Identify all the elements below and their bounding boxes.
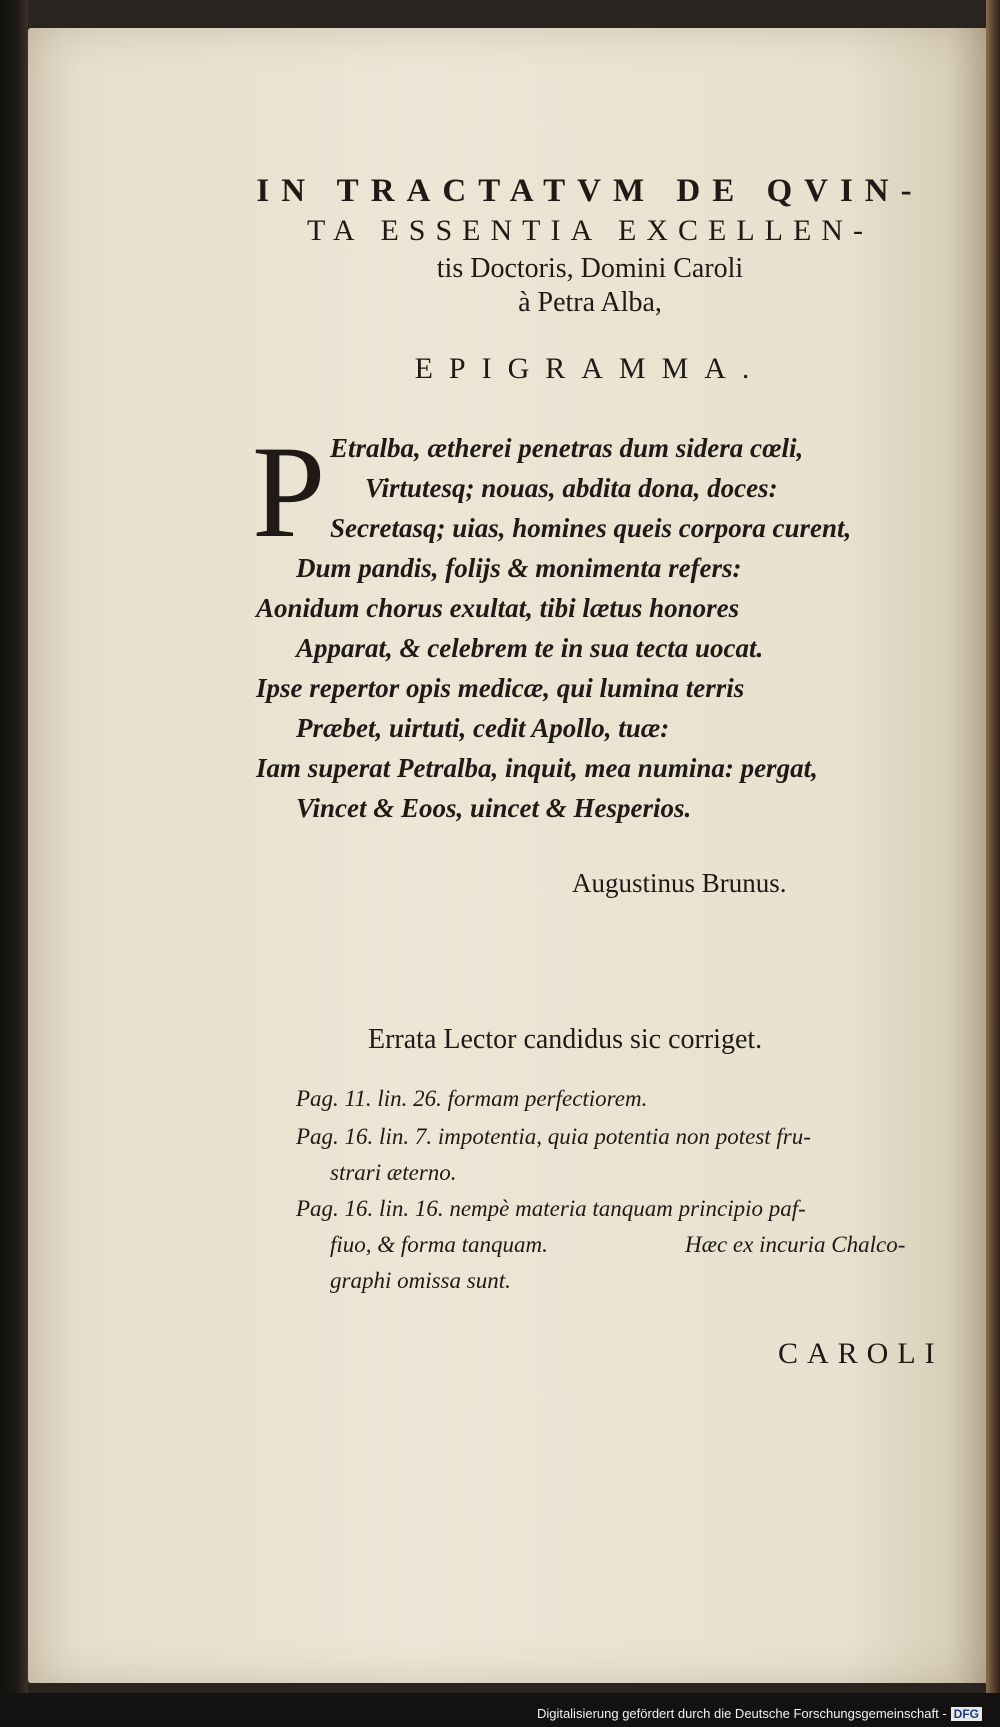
poem-line: Iam superat Petralba, inquit, mea numina: pergat, bbox=[256, 753, 818, 783]
catchword: CAROLI bbox=[778, 1337, 944, 1370]
poem-line: Dum pandis, folijs & monimenta refers: bbox=[296, 553, 742, 583]
digitization-credit-text: Digitalisierung gefördert durch die Deutsche Forschungsgemeinschaft - bbox=[536, 1706, 947, 1721]
title-line-1: IN TRACTATVM DE QVIN- bbox=[256, 173, 924, 209]
errata-line: fiuo, & forma tanquam. bbox=[330, 1232, 548, 1257]
errata-heading: Errata Lector candidus sic corriget. bbox=[368, 1024, 763, 1055]
author-signature: Augustinus Brunus. bbox=[572, 868, 787, 898]
poem-line: Apparat, & celebrem te in sua tecta uocat. bbox=[296, 633, 764, 663]
errata-line: Pag. 11. lin. 26. formam perfectiorem. bbox=[296, 1086, 648, 1111]
poem-line: Virtutesq; nouas, abdita dona, doces: bbox=[365, 473, 778, 503]
poem-line: Secretasq; uias, homines queis corpora curent, bbox=[330, 513, 852, 543]
title-line-2: TA ESSENTIA EXCELLEN- bbox=[307, 214, 873, 247]
title-line-3: tis Doctoris, Domini Caroli bbox=[436, 253, 744, 284]
digitization-credit bbox=[537, 1706, 982, 1721]
poem-line: Præbet, uirtuti, cedit Apollo, tuæ: bbox=[296, 713, 670, 743]
drop-cap: P bbox=[252, 418, 326, 565]
errata-line: strari æterno. bbox=[330, 1160, 457, 1185]
book-spine-shadow bbox=[0, 0, 28, 1727]
errata-line: Pag. 16. lin. 7. impotentia, quia potentia non potest fru- bbox=[296, 1124, 811, 1149]
poem-line: Etralba, ætherei penetras dum sidera cœli, bbox=[330, 433, 804, 463]
errata-line: Hæc ex incuria Chalco- bbox=[685, 1232, 906, 1257]
title-line-4: à Petra Alba, bbox=[518, 287, 662, 318]
errata-line: Pag. 16. lin. 16. nempè materia tanquam principio paf- bbox=[296, 1196, 806, 1221]
epigram-heading: EPIGRAMMA. bbox=[414, 352, 766, 385]
poem-line: Ipse repertor opis medicæ, qui lumina terris bbox=[256, 673, 745, 703]
page-edge bbox=[986, 0, 1000, 1727]
errata-line: graphi omissa sunt. bbox=[330, 1268, 511, 1293]
poem-line: Vincet & Eoos, uincet & Hesperios. bbox=[296, 793, 692, 823]
poem-line: Aonidum chorus exultat, tibi lætus honores bbox=[256, 593, 740, 623]
dfg-logo: DFG bbox=[951, 1707, 982, 1721]
